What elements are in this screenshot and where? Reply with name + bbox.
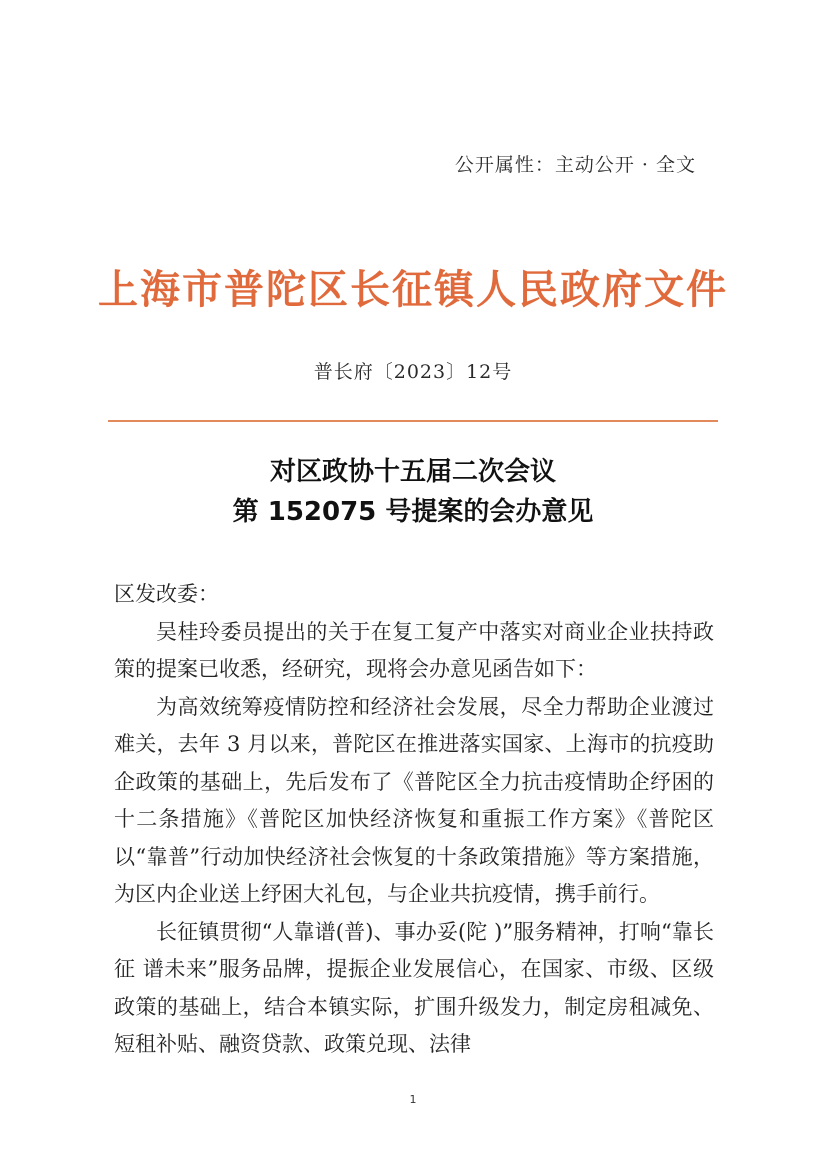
recipient: 区发改委： xyxy=(114,582,219,606)
document-body xyxy=(114,576,714,1064)
body-paragraph-1: 吴桂玲委员提出的关于在复工复产中落实对商业企业扶持政策的提案已收悉，经研究，现将会办意见函告如下： xyxy=(114,619,714,681)
body-paragraph-2: 为高效统筹疫情防控和经济社会发展，尽全力帮助企业渡过难关，去年 3 月以来，普陀区在推进落实国家、上海市的抗疫助企政策的基础上，先后发布了《普陀区全力抗击疫情助企纾困的十二条措施》《普陀区加快经济恢复和重振工作方案》《普陀区以“靠普”行动加快经济社会恢复的十条政策措施》等方案措施，为区内企业送上纾困大礼包，与企业共抗疫情，携手前行。 xyxy=(114,694,714,906)
body-paragraph-3: 长征镇贯彻“人靠谱(普)、事办妥(陀 )”服务精神，打响“靠长征 谱未来”服务品牌，提振企业发展信心，在国家、市级、区级政策的基础上，结合本镇实际，扩围升级发力，制定房租减免、短租补贴、融资贷款、政策兑现、法律 xyxy=(114,919,714,1056)
page-number: 1 xyxy=(409,1093,417,1106)
document-title-line-2: 第 152075 号提案的会办意见 xyxy=(232,497,594,527)
document-number: 普长府〔2023〕12号 xyxy=(313,361,513,383)
issuing-authority-title: 上海市普陀区长征镇人民政府文件 xyxy=(98,266,728,313)
disclosure-attribute: 公开属性：主动公开 · 全文 xyxy=(454,154,696,176)
document-title-line-1: 对区政协十五届二次会议 xyxy=(269,457,556,487)
red-divider-line xyxy=(108,420,718,422)
document-title xyxy=(0,452,826,532)
